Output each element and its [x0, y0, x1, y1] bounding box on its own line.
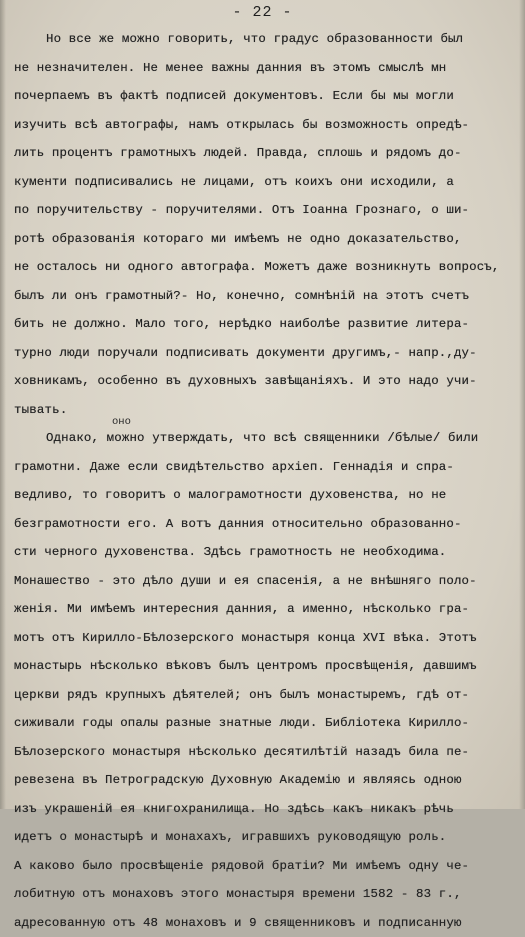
- text-line: Бѣлозерского монастыря нѣсколько десятилѣтій назадъ била пе-: [14, 738, 519, 767]
- text-line: сиживали годы опалы разные знатные люди. Библіотека Кирилло-: [14, 709, 519, 738]
- text-line: лобитную отъ монаховъ этого монастыря времени 1582 - 83 г.,: [14, 880, 519, 909]
- interlinear-insertion: оно: [112, 416, 131, 428]
- text-line: А каково было просвѣщеніе рядовой братіи? Ми имѣемъ одну че-: [14, 852, 519, 881]
- text-line: церкви рядъ крупныхъ дѣятелей; онъ былъ монастыремъ, гдѣ от-: [14, 681, 519, 710]
- text-line: турно люди поручали подписивать документи другимъ,- напр.,ду-: [14, 339, 519, 368]
- text-line: грамотни. Даже если свидѣтельство архіеп. Геннадія и спра-: [14, 453, 519, 482]
- text-line: адресованную отъ 48 монаховъ и 9 священниковъ и подписанную: [14, 909, 519, 937]
- text-line: ротѣ образованія котораго ми имѣемъ не одно доказательство,: [14, 225, 519, 254]
- text-line: по поручительству - поручителями. Отъ Іоанна Грознаго, о ши-: [14, 196, 519, 225]
- text-line: изучить всѣ автографы, намъ открылась бы возможность опредѣ-: [14, 111, 519, 140]
- text-line: сти черного духовенства. Здѣсь грамотность не необходима.: [14, 538, 519, 567]
- text-line: былъ ли онъ грамотный?- Но, конечно, сомнѣній на этотъ счетъ: [14, 282, 519, 311]
- text-line: не осталось ни одного автографа. Можетъ даже возникнуть вопросъ,: [14, 253, 519, 282]
- text-line: не незначителен. Не менее важны данния въ этомъ смыслѣ мн: [14, 54, 519, 83]
- body-text: [14, 25, 519, 937]
- text-line: ведливо, то говоритъ о малограмотности духовенства, но не: [14, 481, 519, 510]
- page-shadow-right: [519, 0, 525, 809]
- text-line: ревезена въ Петроградскую Духовную Академію и являясь одною: [14, 766, 519, 795]
- text-line: почерпаемъ въ фактѣ подписей документовъ. Если бы мы могли: [14, 82, 519, 111]
- text-line: Однако, можно утверждать, что всѣ священники /бѣлые/ били: [14, 424, 519, 453]
- text-line: мотъ отъ Кирилло-Бѣлозерского монастыря конца XVI вѣка. Этотъ: [14, 624, 519, 653]
- text-line: тывать.: [14, 396, 519, 425]
- text-line: лить процентъ грамотныхъ людей. Правда, сплошь и рядомъ до-: [14, 139, 519, 168]
- text-line: Но все же можно говорить, что градус образованности был: [14, 25, 519, 54]
- text-line: безграмотности его. А вотъ данния относительно образованно-: [14, 510, 519, 539]
- text-line: женія. Ми имѣемъ интересния данния, а именно, нѣсколько гра-: [14, 595, 519, 624]
- text-line: бить не должно. Мало того, нерѣдко наиболѣе развитие литера-: [14, 310, 519, 339]
- text-line: идетъ о монастырѣ и монахахъ, игравшихъ руководящую роль.: [14, 823, 519, 852]
- text-line: монастырь нѣсколько вѣковъ былъ центромъ просвѣщенія, давшимъ: [14, 652, 519, 681]
- page-shadow-left: [0, 0, 6, 809]
- text-line: изъ украшеній ея книгохранилища. Но здѣсь какъ никакъ рѣчь: [14, 795, 519, 824]
- text-line: Монашество - это дѣло души и ея спасенія, а не внѣшняго поло-: [14, 567, 519, 596]
- page-number: - 22 -: [0, 4, 525, 21]
- text-line: кументи подписивались не лицами, отъ коихъ они исходили, а: [14, 168, 519, 197]
- text-line: ховникамъ, особенно въ духовныхъ завѣщаніяхъ. И это надо учи-: [14, 367, 519, 396]
